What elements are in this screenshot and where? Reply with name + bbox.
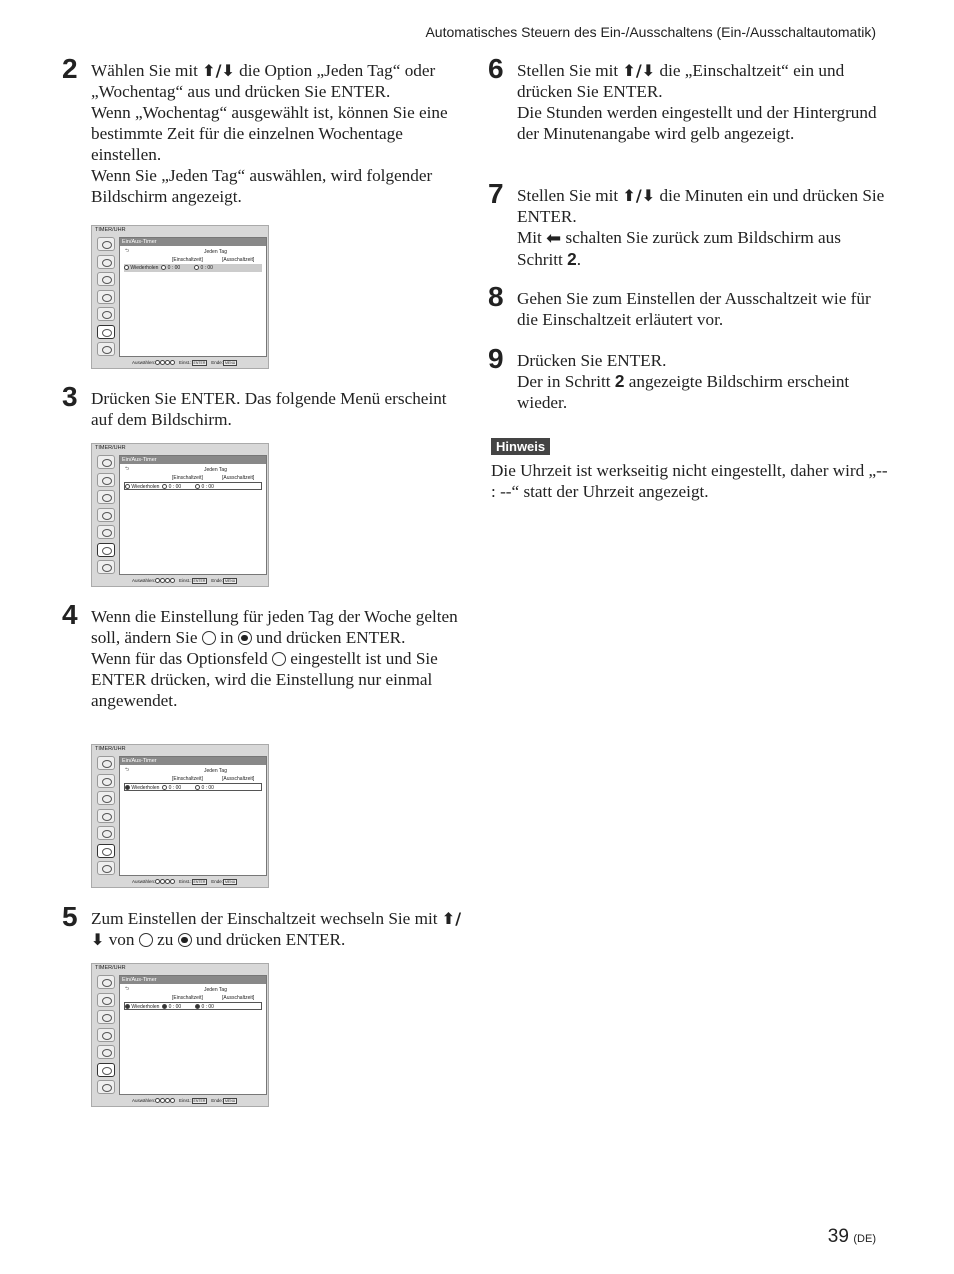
step-text: Zum Einstellen der Einschaltzeit wechseln Sie mit ⬆/⬇ von zu und drücken ENTER. [91,909,462,949]
menu-icon [97,826,115,840]
step-number: 7 [488,178,504,209]
clock-icon [97,543,115,557]
step-text: Wählen Sie mit ⬆/⬇ die Option „Jeden Tag“ oder „Wochentag“ aus und drücken Sie ENTER. [91,61,436,101]
step-number: 2 [62,53,78,84]
menu-icons [95,756,117,879]
screen-footer: Auswählen: Einst.: ENTER Ende: MENU [132,879,236,884]
radio-filled-icon [238,631,252,645]
step-text: Die Stunden werden eingestellt und der Hintergrund der Minutenangabe wird gelb angezeigt. [517,103,877,143]
menu-icons [95,975,117,1098]
step-9 [488,343,888,413]
right-column-2 [488,178,888,270]
left-column-2 [62,381,462,430]
step-4 [62,599,462,711]
left-column [62,53,462,207]
step-number: 9 [488,343,504,374]
screen-image [91,744,269,888]
jeden-tag-label: Jeden Tag [204,467,227,473]
menu-icon [97,993,115,1007]
menu-icon [97,490,115,504]
screen-title: TIMER/UHR [95,965,126,971]
note-text: Die Uhrzeit ist werkseitig nicht eingestellt, daher wird „-- : --“ statt der Uhrzeit angezeigt. [491,461,888,501]
return-icon: ⮌ [125,248,130,254]
menu-icon [97,455,115,469]
note-label: Hinweis [491,438,550,455]
menu-icon [97,525,115,539]
note-box [491,438,891,502]
clock-icon [97,1063,115,1077]
repeat-row[interactable]: Wiederholen 0 : 00 0 : 00 [124,264,262,272]
page-number: 39 (DE) [827,1226,876,1247]
up-down-arrow-icon: ⬆/⬇ [91,909,462,949]
step-text: Wenn „Wochentag“ ausgewählt ist, können Sie eine bestimmte Zeit für die einzelnen Wochentage einstellen. [91,103,448,164]
timer-panel [119,756,267,876]
step-number: 5 [62,901,78,932]
step-text: Drücken Sie ENTER. Das folgende Menü erscheint auf dem Bildschirm. [91,389,447,429]
menu-icon [97,1045,115,1059]
screen-title: TIMER/UHR [95,746,126,752]
menu-icon [97,307,115,321]
step-text: Mit ⬅ schalten Sie zurück zum Bildschirm aus Schritt 2. [517,228,841,269]
return-icon: ⮌ [125,986,130,992]
menu-icon [97,791,115,805]
radio-empty-icon [272,652,286,666]
step-text: Wenn die Einstellung für jeden Tag der Woche gelten soll, ändern Sie in und drücken ENTER. [91,607,458,647]
screen-footer: Auswählen: Einst.: ENTER Ende: MENU [132,1098,236,1103]
menu-icons [95,237,117,360]
step-6 [488,53,888,144]
col-off-label: [Ausschaltzeit] [222,475,255,481]
panel-title: Ein/Aus-Timer [120,757,266,765]
repeat-row[interactable]: Wiederholen 0 : 00 0 : 00 [124,1002,262,1010]
menu-icon [97,473,115,487]
col-on-label: [Einschaltzeit] [172,257,203,263]
radio-empty-icon [139,933,153,947]
step-number: 6 [488,53,504,84]
timer-panel [119,975,267,1095]
step-5 [62,901,462,950]
panel-title: Ein/Aus-Timer [120,238,266,246]
screen-image [91,443,269,587]
col-off-label: [Ausschaltzeit] [222,995,255,1001]
col-off-label: [Ausschaltzeit] [222,257,255,263]
step-number: 3 [62,381,78,412]
right-column [488,53,888,144]
screen-title: TIMER/UHR [95,445,126,451]
step-text: Gehen Sie zum Einstellen der Ausschaltzeit wie für die Einschaltzeit erläutert vor. [517,289,871,329]
step-2 [62,53,462,207]
menu-icon [97,774,115,788]
clock-icon [97,844,115,858]
jeden-tag-label: Jeden Tag [204,768,227,774]
menu-icon [97,1028,115,1042]
radio-empty-icon [202,631,216,645]
panel-title: Ein/Aus-Timer [120,456,266,464]
menu-icon [97,861,115,875]
col-on-label: [Einschaltzeit] [172,776,203,782]
menu-icon [97,255,115,269]
step-text: Wenn für das Optionsfeld eingestellt ist und Sie ENTER drücken, wird die Einstellung nur einmal angewendet. [91,649,438,710]
left-column-4 [62,901,462,950]
step-text: Stellen Sie mit ⬆/⬇ die Minuten ein und drücken Sie ENTER. [517,186,885,226]
step-8 [488,281,888,330]
step-3 [62,381,462,430]
up-down-arrow-icon: ⬆/⬇ [202,61,235,80]
return-icon: ⮌ [125,767,130,773]
col-on-label: [Einschaltzeit] [172,995,203,1001]
menu-icon [97,508,115,522]
jeden-tag-label: Jeden Tag [204,987,227,993]
menu-icon [97,560,115,574]
back-arrow-icon: ⬅ [546,228,562,249]
timer-panel [119,237,267,357]
repeat-row[interactable]: Wiederholen 0 : 00 0 : 00 [124,783,262,791]
step-text: Der in Schritt 2 angezeigte Bildschirm erscheint wieder. [517,371,850,412]
up-down-arrow-icon: ⬆/⬇ [622,186,656,205]
menu-icon [97,756,115,770]
screen-footer: Auswählen: Einst.: ENTER Ende: MENU [132,578,236,583]
return-icon: ⮌ [125,466,130,472]
menu-icon [97,290,115,304]
page-header: Automatisches Steuern des Ein-/Ausschaltens (Ein-/Ausschaltautomatik) [425,24,876,40]
screen-image [91,963,269,1107]
step-number: 4 [62,599,78,630]
right-column-3 [488,281,888,330]
step-number: 8 [488,281,504,312]
panel-title: Ein/Aus-Timer [120,976,266,984]
col-on-label: [Einschaltzeit] [172,475,203,481]
step-7 [488,178,888,270]
menu-icon [97,809,115,823]
right-column-4 [488,343,888,413]
clock-icon [97,325,115,339]
step-text: Drücken Sie ENTER. [517,351,667,370]
menu-icon [97,342,115,356]
menu-icon [97,1080,115,1094]
screen-image [91,225,269,369]
timer-panel [119,455,267,575]
radio-filled-icon [178,933,192,947]
jeden-tag-label: Jeden Tag [204,249,227,255]
step-text: Stellen Sie mit ⬆/⬇ die „Einschaltzeit“ ein und drücken Sie ENTER. [517,61,845,101]
col-off-label: [Ausschaltzeit] [222,776,255,782]
left-column-3 [62,599,462,711]
menu-icon [97,975,115,989]
screen-footer: Auswählen: Einst.: ENTER Ende: MENU [132,360,236,365]
menu-icon [97,237,115,251]
menu-icons [95,455,117,578]
up-down-arrow-icon: ⬆/⬇ [622,61,656,80]
screen-title: TIMER/UHR [95,227,126,233]
menu-icon [97,1010,115,1024]
repeat-row[interactable]: Wiederholen 0 : 00 0 : 00 [124,482,262,490]
step-text: Wenn Sie „Jeden Tag“ auswählen, wird folgender Bildschirm angezeigt. [91,166,433,206]
menu-icon [97,272,115,286]
